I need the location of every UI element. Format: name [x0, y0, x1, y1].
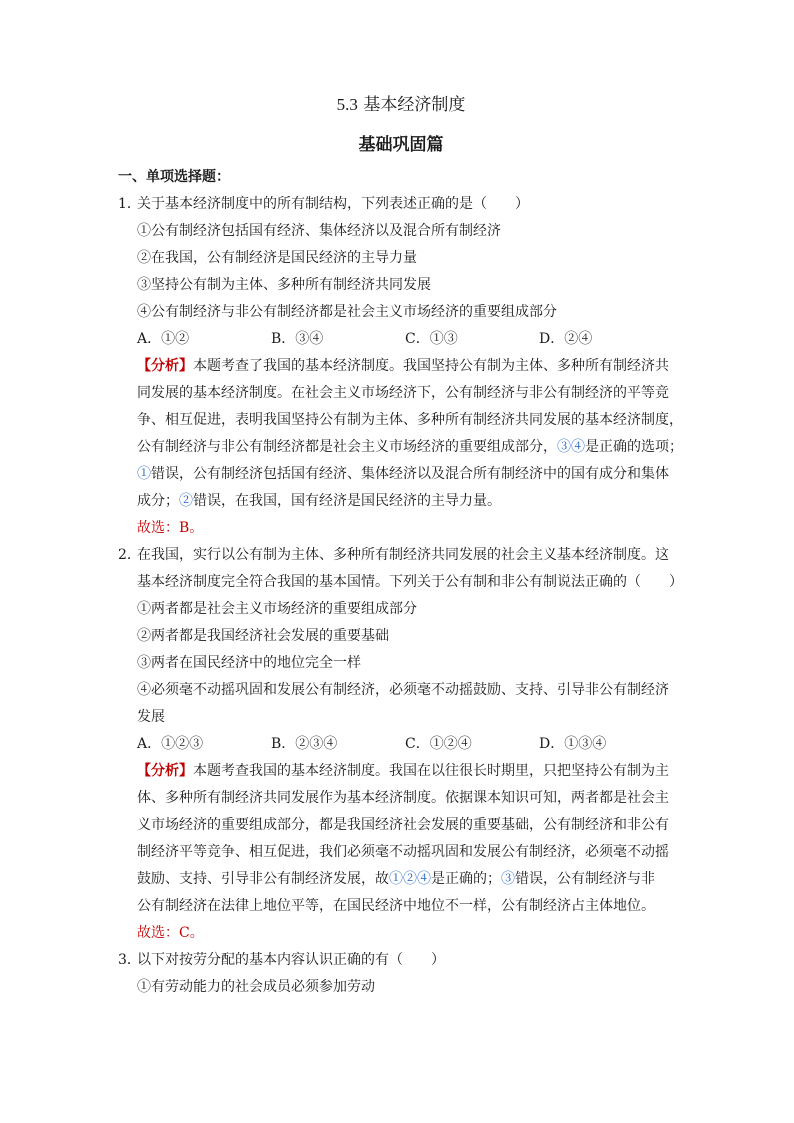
- option-a: A．①②: [137, 331, 190, 347]
- question-2: [118, 542, 684, 947]
- answer-options: [137, 731, 684, 758]
- question-stem: 关于基本经济制度中的所有制结构，下列表述正确的是（ ）: [137, 196, 529, 212]
- statement-item: ①两者都是社会主义市场经济的重要组成部分: [137, 601, 417, 617]
- section-heading: 一、单项选择题：: [118, 169, 230, 185]
- analysis-tag: 【分析】: [137, 358, 193, 374]
- option-d: D．①③④: [539, 736, 607, 752]
- page-title: [118, 92, 684, 118]
- analysis-tag: 【分析】: [137, 763, 193, 779]
- option-d: D．②④: [539, 331, 593, 347]
- statement-item: ①有劳动能力的社会成员必须参加劳动: [137, 979, 375, 995]
- question-1: [118, 191, 684, 542]
- statement-item: ③坚持公有制为主体、多种所有制经济共同发展: [137, 277, 431, 293]
- question-number: 3．: [118, 952, 141, 968]
- lesson-number: 5.3: [336, 95, 358, 114]
- statement-item: ④公有制经济与非公有制经济都是社会主义市场经济的重要组成部分: [137, 304, 557, 320]
- analysis-block: 【分析】本题考查了我国的基本经济制度。我国坚持公有制为主体、多种所有制经济共 同发展的基本经济制度。在社会主义市场经济下，公有制经济与非公有制经济的平等竞 争、相互促进，表明我国坚持公有制为主体、多种所有制经济共同发展的基本经济制度， 公有制经济与非公有制经济都是社会主义市场经济的重要组成部分，③④是正确的选项； ①错误，公有制经济包括国有经济、集体经济以及混合所有制经济中的国有成分和集体 成分；②错误，在我国，国有经济是国民经济的主导力量。: [137, 358, 683, 509]
- analysis-block: 【分析】本题考查我国的基本经济制度。我国在以往很长时期里，只把坚持公有制为主 体、多种所有制经济共同发展作为基本经济制度。依据课本知识可知，两者都是社会主 义市场经济的重要组成部分，都是我国经济社会发展的重要基础，公有制经济和非公有 制经济平等竞争、相互促进，我们必须毫不动摇巩固和发展公有制经济，必须毫不动摇 鼓励、支持、引导非公有制经济发展，故①②④是正确的；③错误，公有制经济与非 公有制经济在法律上地位平等，在国民经济中地位不一样，公有制经济占主体地位。: [137, 763, 669, 914]
- answer-line: 故选：B。: [137, 520, 204, 536]
- statement-item: ②两者都是我国经济社会发展的重要基础: [137, 628, 389, 644]
- statement-item-cont: 发展: [137, 709, 165, 725]
- option-b: B．②③④: [271, 736, 338, 752]
- statement-item: ④必须毫不动摇巩固和发展公有制经济，必须毫不动摇鼓励、支持、引导非公有制经济: [137, 682, 669, 698]
- statement-item: ②在我国，公有制经济是国民经济的主导力量: [137, 250, 417, 266]
- question-stem: 以下对按劳分配的基本内容认识正确的有（ ）: [137, 952, 445, 968]
- statement-item: ①公有制经济包括国有经济、集体经济以及混合所有制经济: [137, 223, 501, 239]
- question-number: 2．: [118, 547, 141, 563]
- option-c: C．①③: [405, 331, 458, 347]
- answer-line: 故选：C。: [137, 925, 204, 941]
- question-3: [118, 947, 684, 1001]
- answer-options: [137, 326, 684, 353]
- option-a: A．①②③: [137, 736, 204, 752]
- page-subtitle: 基础巩固篇: [358, 135, 444, 155]
- question-number: 1．: [118, 196, 141, 212]
- question-stem-cont: 基本经济制度完全符合我国的基本国情。下列关于公有制和非公有制说法正确的（ ）: [137, 574, 683, 590]
- lesson-title: 基本经济制度: [363, 95, 466, 115]
- statement-item: ③两者在国民经济中的地位完全一样: [137, 655, 361, 671]
- option-c: C．①②④: [405, 736, 472, 752]
- option-b: B．③④: [271, 331, 324, 347]
- question-stem: 在我国，实行以公有制为主体、多种所有制经济共同发展的社会主义基本经济制度。这: [137, 547, 669, 563]
